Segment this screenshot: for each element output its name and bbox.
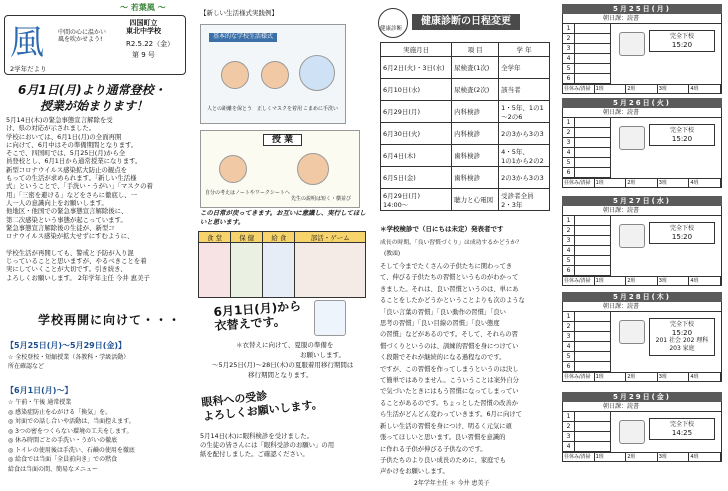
schedule-cell: 2の3から3の3 [499, 167, 550, 189]
schedule-row [381, 189, 550, 211]
period-cell [575, 442, 611, 452]
dismissal-line: 完全下校 [669, 33, 694, 40]
column-1 [0, 0, 190, 491]
period-cell [575, 352, 611, 362]
period-cell [575, 236, 611, 246]
practice-image [231, 243, 263, 298]
lesson-image [200, 130, 360, 208]
dismissal-note [649, 418, 715, 440]
article-line: ロナウイルス感染が拡大せずにすむように、 [6, 232, 134, 241]
article-line: け、県の対応が示されました。 [6, 124, 96, 133]
period-cell [575, 412, 611, 422]
story-line: 子供たちのより良い成長のために、家庭でも [380, 456, 506, 464]
dismissal-note [649, 124, 715, 146]
health-icon [378, 8, 408, 38]
article-line: 人一人の意識向上をお願いします。 [6, 198, 108, 207]
lesson-label-2: 先生の説明は短く・横並び [291, 196, 352, 202]
schedule-cell: 尿検査(1次) [452, 57, 499, 79]
poster-title: 基本的な学校生活様式 [209, 33, 277, 42]
story-line: ることがあるのです。ちょっとした習慣の改善か [380, 399, 519, 407]
dismissal-line: 14:25 [671, 429, 693, 437]
story-line: 新しい生活の習慣を身につけ、明るく元気に頑 [380, 422, 512, 430]
period-number: 6 [563, 266, 575, 276]
handwash-illustration [299, 55, 335, 91]
article-line: よろしくお願いします。 2年学年主任 今井 恵美子 [6, 273, 150, 282]
footer-cell: 4班 [689, 277, 721, 285]
practice-header: 保 健 [231, 232, 263, 243]
footer-cell: 3班 [658, 277, 690, 285]
schedule-header: 実施月日 [381, 43, 452, 57]
period-number: 5 [563, 256, 575, 266]
dismissal-line: 201 社会 202 理科 [655, 337, 709, 344]
story-line: そして今までたくさんの子供たちに関わってき [380, 263, 513, 270]
day-block [562, 4, 722, 94]
eye-text [200, 432, 368, 459]
day-grid [562, 216, 722, 277]
schedule-cell: 6月4日(木) [381, 145, 452, 167]
eye-line: 5月14日(木)に眼科検診を受けました。 [200, 432, 314, 440]
period-cell [575, 362, 611, 372]
june-item: ◎ 給食では当面「全員前向き」での黙食 [8, 456, 118, 463]
period-cell [575, 168, 611, 178]
footer-cell: 3班 [658, 453, 690, 461]
practice-table [198, 231, 366, 298]
footer-cell: 2班 [626, 277, 658, 285]
story-line: に作れる子供が伸びる子供なのです。 [380, 445, 487, 453]
article-line: 5月14日(木)の緊急事態宣言解除を受 [6, 116, 113, 124]
story-line: で気づいたときにはもう習慣になってしまってい [380, 388, 519, 396]
story-line: 慣づくりというのは、訓練的習慣を身につけてい [380, 342, 519, 350]
story-line: ですが、この習慣を作ってしまうというのは決し [380, 365, 519, 373]
uniform-dates: ～5月25日(月)～28日(木)の夏服着用移行期間は [212, 361, 354, 369]
day-block [562, 392, 722, 462]
period-cell [575, 128, 611, 138]
day-grid [562, 412, 722, 453]
poster-label-1: 人との距離を保とう [207, 106, 253, 112]
story-line: く段階でそれが継続的になる過程なのです。 [380, 354, 506, 362]
story-sign: 2年学年主任 ＊ 今井 恵美子 [414, 480, 490, 487]
period-number: 6 [563, 168, 575, 178]
article-line: 用」「三密を避ける」などをさらに徹底し、一 [6, 190, 138, 199]
headline-line-1: 6月1日(月)より通常登校・ [18, 83, 166, 97]
dismissal-line: 完全下校 [669, 127, 694, 134]
practice-image [199, 243, 231, 298]
period-note-2: 所在確認など [8, 363, 45, 370]
period-cell [575, 422, 611, 432]
day-sub: 朝日課：読書 [562, 206, 722, 216]
person-illustration [261, 61, 289, 89]
period-cell [575, 216, 611, 226]
footer-cell: 4班 [689, 179, 721, 187]
footer-cell: 昼休み/清掃 [563, 373, 595, 381]
eye-line: 紙を配付しました。ご確認ください。 [200, 450, 309, 458]
day-footer [562, 453, 722, 462]
practice-note: この日常が戻ってきます。お互いに意識し、実行してほしいと思います。 [200, 209, 366, 226]
headline-line-2: 授業が始まります！ [40, 99, 149, 113]
uniform-illustration [314, 300, 346, 336]
period-number: 4 [563, 246, 575, 256]
day-illustration [619, 224, 645, 248]
period-cell [575, 246, 611, 256]
period-number: 5 [563, 64, 575, 74]
schedule-cell: 6月29日(月) 14:00～ [381, 189, 452, 211]
poster-label-2: 正しくマスクを着用 [257, 106, 303, 112]
period-number: 6 [563, 74, 575, 84]
story-line: 張ってほしいと思います。良い習慣を意識的 [380, 434, 506, 442]
day-footer [562, 85, 722, 94]
story-author: (教頭) [384, 251, 401, 257]
period-number: 2 [563, 322, 575, 332]
footer-cell: 昼休み/清掃 [563, 85, 595, 93]
story-line: て、伸びる子供たちの習慣というものがわかって [380, 274, 519, 282]
uniform-note-1: ＊衣替えに向けて、夏服の準備を [236, 341, 334, 349]
health-tag: 健康診断 [380, 26, 403, 32]
period-cell [575, 34, 611, 44]
article-line [6, 240, 188, 248]
dismissal-note [649, 222, 715, 244]
story-line: ら生活がどんどん変わっていきます。6月に向けて [380, 411, 522, 419]
period-number: 4 [563, 54, 575, 64]
period-number: 1 [563, 118, 575, 128]
schedule-cell: 6月30日(火) [381, 123, 452, 145]
schedule-table [380, 42, 550, 211]
day-sub: 朝日課：読書 [562, 302, 722, 312]
period-number: 3 [563, 432, 575, 442]
uniform-dates-2: 移行期間となります。 [248, 371, 313, 379]
june-item: ◎ 感染症防止を心がける「換気」を。 [8, 408, 112, 416]
schedule-row [381, 123, 550, 145]
day-illustration [619, 32, 645, 56]
june-item: ◎ 3つの密をつくらない環境の工夫をします。 [8, 427, 133, 435]
schedule-cell: 尿検査(2次) [452, 79, 499, 101]
footer-cell: 昼休み/清掃 [563, 179, 595, 187]
footer-cell: 昼休み/清掃 [563, 453, 595, 461]
issue-date: R2.5.22（金） [126, 40, 175, 48]
day-illustration [619, 420, 645, 444]
eye-line: の生徒の皆さんには「眼科受診のお願い」の用 [200, 441, 335, 449]
period-cell [575, 54, 611, 64]
period-cell [575, 158, 611, 168]
schedule-cell: 内科検診 [452, 123, 499, 145]
day-grid [562, 118, 722, 179]
article-line: 第二次感染という事態が起こっています。 [6, 215, 127, 224]
schedule-cell: 受診者全員 2・3年 [499, 189, 550, 211]
story-line: 声かけをお願いします。 [380, 468, 449, 476]
schedule-cell: 6月5日(金) [381, 167, 452, 189]
day-footer [562, 277, 722, 286]
story-line: て簡単ではありません。こういうことは案外自分 [380, 377, 519, 385]
uniform-banner: 6月1日(月)から 衣替えです。 [213, 298, 302, 334]
column-2 [192, 0, 372, 491]
period-number: 4 [563, 148, 575, 158]
period-number: 5 [563, 352, 575, 362]
article-line: 式」ということで、「手洗い・うがい」「マスクの着 [6, 182, 153, 191]
june-item: ☆ 午前・午後 通常授業 [8, 399, 72, 406]
dismissal-note [649, 30, 715, 52]
june-heading: 【6月1日(月)～】 [6, 386, 73, 395]
masthead-motto: 中間の心に温かい 風を吹かせよう! [58, 29, 107, 43]
dismissal-line: 完全下校 [669, 321, 694, 328]
student-illustration [219, 155, 247, 183]
poster-label-3: こまめに手洗い [303, 106, 339, 112]
poster-image [200, 24, 346, 124]
footer-cell: 3班 [658, 179, 690, 187]
teacher-illustration [297, 153, 329, 185]
day-title: 5月25日(月) [562, 4, 722, 14]
june-item: 給食は当面の間、簡易なメニュー [8, 465, 99, 473]
schedule-row [381, 57, 550, 79]
period-number: 5 [563, 158, 575, 168]
footer-cell: 3班 [658, 85, 690, 93]
dismissal-line: 完全下校 [669, 225, 694, 232]
schedule-cell: 聴力と心電図 [452, 189, 499, 211]
article-line: 学校生活が再開しても、警戒と予防が入り混 [6, 248, 134, 257]
schedule-row [381, 79, 550, 101]
dismissal-line: 15:20 [671, 41, 693, 49]
period-number: 1 [563, 216, 575, 226]
practice-image [263, 243, 295, 298]
schedule-cell: 該当者 [499, 79, 550, 101]
period-number: 4 [563, 342, 575, 352]
footer-cell: 4班 [689, 85, 721, 93]
day-title: 5月28日(木) [562, 292, 722, 302]
dismissal-line: 15:20 [671, 233, 693, 241]
footer-cell: 4班 [689, 373, 721, 381]
practice-image [295, 243, 366, 298]
period-cell [575, 342, 611, 352]
period-number: 1 [563, 312, 575, 322]
practice-header: 部活・ゲーム [295, 232, 366, 243]
day-title: 5月27日(水) [562, 196, 722, 206]
day-illustration [619, 126, 645, 150]
article-line: 新型コロナウイルス感染拡大防止の観点を [6, 165, 128, 174]
schedule-cell: 6月10日(水) [381, 79, 452, 101]
practice-header: 食 堂 [199, 232, 231, 243]
period-cell [575, 322, 611, 332]
june-item: ◎ 休み時間ごとの手洗い・うがいの徹底 [8, 437, 118, 444]
story-line: 「良い言葉の習慣」「良い動作の習慣」「良い [380, 308, 506, 316]
period-number: 2 [563, 422, 575, 432]
schedule-row [381, 101, 550, 123]
period-cell [575, 432, 611, 442]
period-cell [575, 64, 611, 74]
footer-cell: 3班 [658, 373, 690, 381]
schedule-cell: 6月2日(火)・3日(水) [381, 57, 452, 79]
column-4 [558, 0, 728, 491]
period-cell [575, 226, 611, 236]
day-footer [562, 179, 722, 188]
school-name: 四国町立 東北中学校 [126, 19, 161, 36]
schedule-cell: 歯科検診 [452, 167, 499, 189]
article-line: 実にしていくことが大切です。引き続き、 [6, 265, 127, 274]
day-grid [562, 312, 722, 373]
day-footer [562, 373, 722, 382]
dismissal-note [649, 318, 715, 356]
footer-cell: 1班 [595, 85, 627, 93]
article-line: 学校においては、6月1日(月)の全面再開 [6, 132, 122, 141]
period-number: 3 [563, 44, 575, 54]
eye-banner: 眼科への受診 よろしくお願いします。 [200, 389, 324, 424]
period-number: 1 [563, 24, 575, 34]
day-block [562, 292, 722, 382]
day-title: 5月29日(金) [562, 392, 722, 402]
period-number: 4 [563, 442, 575, 452]
schedule-cell: 6月29日(月) [381, 101, 452, 123]
period-cell [575, 44, 611, 54]
period-cell [575, 256, 611, 266]
section-title: 学校再開に向けて・・・ [38, 313, 182, 327]
article-line: 緊急事態宣言解除後の生徒が、新型コ [6, 223, 115, 232]
footer-cell: 昼休み/清掃 [563, 277, 595, 285]
article-line: じっていることと思いますが、やるべきことを着 [6, 257, 147, 266]
lesson-title: 授 業 [263, 134, 302, 146]
period-cell [575, 148, 611, 158]
day-sub: 朝日課：読書 [562, 402, 722, 412]
period-cell [575, 24, 611, 34]
schedule-cell: 1・5年、1の1 ～2の6 [499, 101, 550, 123]
caption-top: 【新しい生活様式実践例】 [200, 9, 278, 17]
issue-number: 第 9 号 [132, 51, 155, 59]
period-number: 3 [563, 138, 575, 148]
period-number: 3 [563, 236, 575, 246]
period-cell [575, 332, 611, 342]
june-items [8, 398, 186, 474]
footer-cell: 2班 [626, 453, 658, 461]
period-note-1: ☆ 全校登校・短縮授業（各教科・学級活動） [8, 354, 130, 361]
day-illustration [619, 320, 645, 344]
story-title: 成長の時期、「良い習慣づくり」は成功するかどうか？ [380, 240, 523, 246]
schedule-cell: 内科検診 [452, 101, 499, 123]
period-cell [575, 266, 611, 276]
person-illustration [221, 61, 249, 89]
lesson-label-1: 自分の考えはノートやワークシートへ [205, 190, 290, 196]
schedule-cell: 4・5年、 1の1から2の2 [499, 145, 550, 167]
story-line: ることをしたかどうかということよりも次のような [380, 297, 525, 305]
practice-header: 給 食 [263, 232, 295, 243]
schedule-row [381, 145, 550, 167]
article-line: そこで、四国町では、5月25日(月)から全 [6, 149, 126, 158]
period-cell [575, 138, 611, 148]
period-cell [575, 74, 611, 84]
footer-cell: 2班 [626, 85, 658, 93]
article-line: 員登校とし、6月1日から通常授業になります。 [6, 157, 142, 166]
footer-cell: 1班 [595, 179, 627, 187]
june-item: ◎ 対面での話し合いや活動は、当面控えます。 [8, 418, 135, 425]
day-title: 5月26日(火) [562, 98, 722, 108]
day-sub: 朝日課：読書 [562, 14, 722, 24]
schedule-cell: 全学年 [499, 57, 550, 79]
article-line: に向けて、6月中はその準備期間となります。 [6, 140, 138, 149]
day-sub: 朝日課：読書 [562, 108, 722, 118]
period-cell [575, 312, 611, 322]
schedule-header: 学 年 [499, 43, 550, 57]
dismissal-line: 15:20 [671, 135, 693, 143]
day-grid [562, 24, 722, 85]
day-block [562, 98, 722, 188]
article-line: 他地区・他国での緊急事態宣言解除後に、 [6, 207, 128, 216]
schedule-cell: 歯科検診 [452, 145, 499, 167]
period-number: 2 [563, 128, 575, 138]
dismissal-line: 15:20 [671, 329, 693, 337]
day-block [562, 196, 722, 286]
schedule-footnote: ＊学校検診で（日にちは未定）発表者です [380, 225, 504, 233]
period-number: 6 [563, 362, 575, 372]
column-3 [374, 0, 556, 491]
footer-cell: 1班 [595, 277, 627, 285]
footer-cell: 4班 [689, 453, 721, 461]
masthead-kanji: 風 [10, 23, 44, 63]
period-number: 2 [563, 226, 575, 236]
footer-cell: 1班 [595, 453, 627, 461]
grade-letter: 2学年だより [10, 65, 47, 73]
story-line: の習慣」などがあるのです。そして、それらの習 [380, 331, 518, 339]
footer-cell: 2班 [626, 373, 658, 381]
period-number: 2 [563, 34, 575, 44]
schedule-cell: 2の3から3の3 [499, 123, 550, 145]
story-line: きました。それは、良い習慣というのは、単にあ [380, 285, 519, 293]
period-cell [575, 118, 611, 128]
schedule-row [381, 167, 550, 189]
story-line: 思考の習慣」「良い目線の習慣」「良い態度 [380, 320, 500, 328]
schedule-title: 健康診断の日程変更 [412, 14, 520, 30]
footer-cell: 2班 [626, 179, 658, 187]
uniform-note-2: お願いします。 [300, 351, 345, 359]
dismissal-line: 203 家庭 [669, 345, 695, 352]
schedule-header: 項 目 [452, 43, 499, 57]
period-number: 3 [563, 332, 575, 342]
story-text [380, 261, 556, 478]
period-number: 1 [563, 412, 575, 422]
article-line: もっての生活が求められます。「新しい生活様 [6, 174, 137, 183]
main-article [6, 116, 188, 282]
series-label: ～ 若葉風 ～ [120, 3, 166, 12]
dismissal-line: 完全下校 [669, 421, 694, 428]
june-item: ◎ トイレの使用後は手洗い、石鹸の使用を徹底 [8, 446, 135, 454]
footer-cell: 1班 [595, 373, 627, 381]
period-heading: 【5月25日(月)～5月29日(金)】 [6, 341, 127, 350]
